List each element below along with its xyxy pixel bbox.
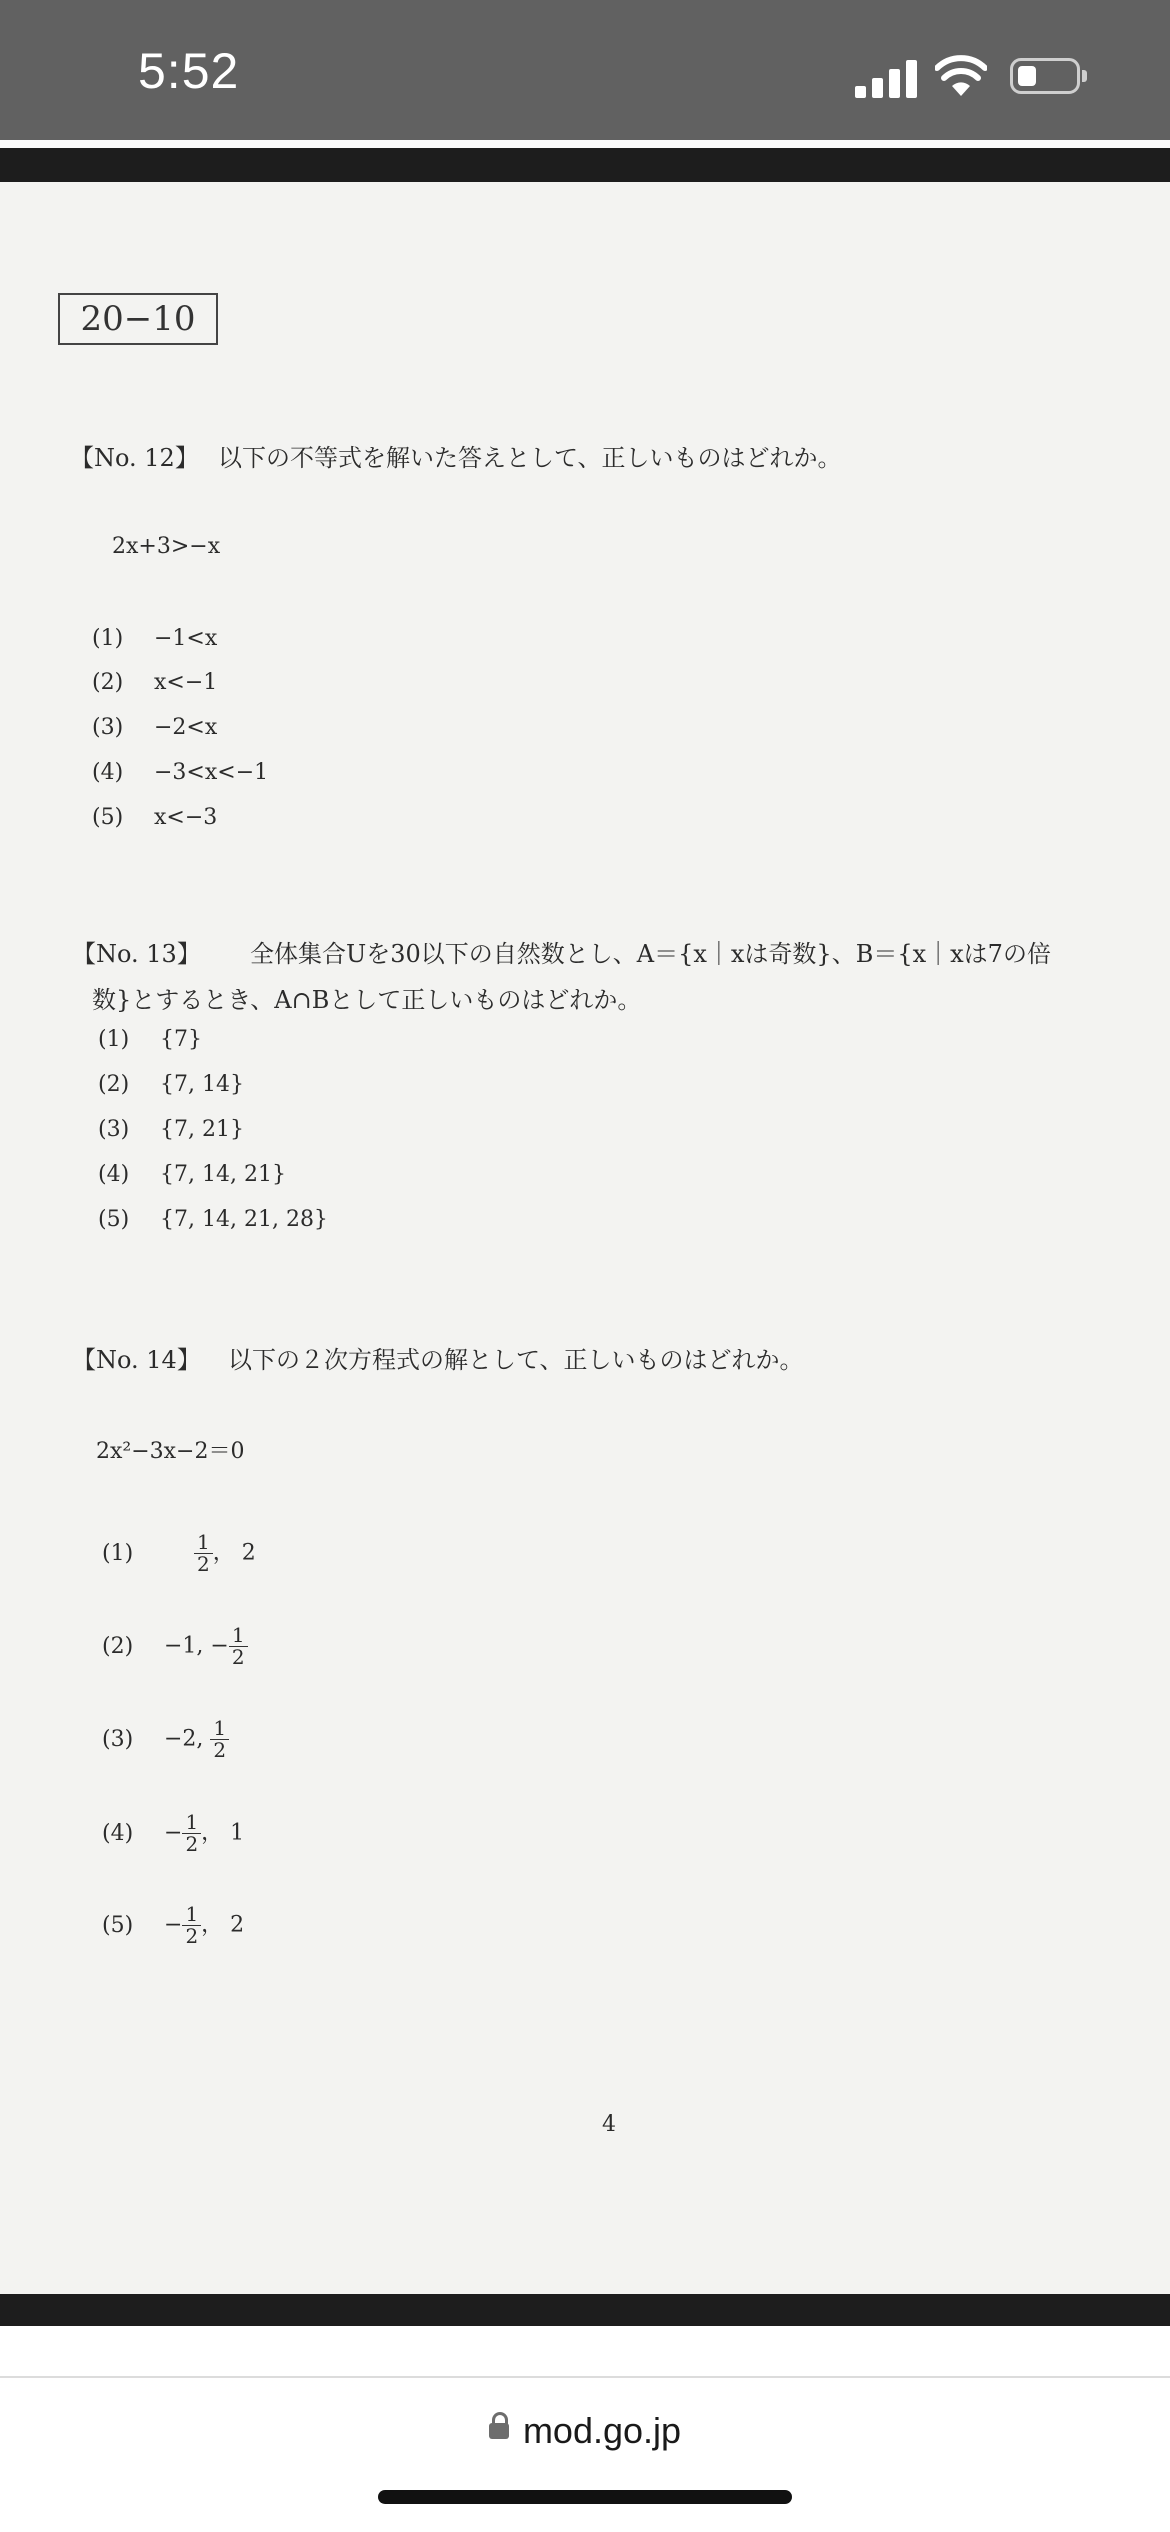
q13-question-line2: 数}とするとき、A∩Bとして正しいものはどれか。 — [92, 986, 642, 1014]
exam-code-box: 20−10 — [58, 293, 218, 345]
battery-icon — [1010, 58, 1080, 94]
q14-option-5: (5) − $\frac{1}{2}$ ， 2 — [102, 1902, 245, 1948]
q14-question: 以下の２次方程式の解として、正しいものはどれか。 — [228, 1346, 804, 1374]
q13-option-1: (1) {7} — [98, 1027, 202, 1052]
page-number: 4 — [602, 2112, 616, 2137]
q12-option-4: (4) −3<x<−1 — [92, 760, 269, 785]
q13-option-2: (2) {7, 14} — [98, 1072, 244, 1097]
q13-option-3: (3) {7, 21} — [98, 1117, 244, 1142]
divider — [0, 140, 1170, 148]
q12-option-1: (1) −1<x — [92, 626, 218, 651]
q12-option-2: (2) x<−1 — [92, 670, 218, 695]
q14-option-2: (2) −1, − $\frac{1}{2}$ — [102, 1625, 248, 1668]
address-bar[interactable] — [0, 2410, 1170, 2452]
battery-cap — [1082, 70, 1087, 82]
q12-equation: 2x+3>−x — [112, 534, 221, 559]
fraction: $\frac{1}{2}$ — [182, 1812, 201, 1855]
fraction: $\frac{1}{2}$ — [229, 1625, 248, 1668]
cellular-signal-icon — [855, 58, 917, 98]
q13-number: 【No. 13】 — [72, 940, 201, 968]
url-text[interactable]: mod.go.jp — [522, 2410, 682, 2451]
viewer-top-border — [0, 148, 1170, 182]
q14-option-1: (1) $\frac{1}{2}$ ， 2 — [102, 1530, 256, 1576]
lock-icon — [489, 2423, 509, 2439]
q12-number: 【No. 12】 — [70, 444, 199, 472]
wifi-icon — [935, 54, 987, 98]
status-time: 5:52 — [138, 43, 240, 99]
q13-option-5: (5) {7, 14, 21, 28} — [98, 1207, 328, 1232]
viewer-bottom-border — [0, 2294, 1170, 2326]
q13-question-line1: 全体集合Uを30以下の自然数とし、A＝{x｜xは奇数}、B＝{x｜xは7の倍 — [250, 940, 1051, 968]
q12-question: 以下の不等式を解いた答えとして、正しいものはどれか。 — [218, 444, 842, 472]
q14-option-4: (4) − $\frac{1}{2}$ ， 1 — [102, 1810, 245, 1856]
q14-number: 【No. 14】 — [72, 1346, 201, 1374]
fraction: $\frac{1}{2}$ — [194, 1532, 213, 1575]
fraction: $\frac{1}{2}$ — [210, 1718, 229, 1761]
q13-option-4: (4) {7, 14, 21} — [98, 1162, 286, 1187]
browser-separator — [0, 2376, 1170, 2378]
exam-page — [0, 182, 1170, 2294]
q14-equation: 2x²−3x−2＝0 — [96, 1439, 245, 1464]
home-indicator[interactable] — [378, 2490, 792, 2504]
status-bar — [0, 0, 1170, 140]
fraction: $\frac{1}{2}$ — [182, 1904, 201, 1947]
q14-option-3: (3) −2, $\frac{1}{2}$ — [102, 1718, 229, 1761]
q12-option-5: (5) x<−3 — [92, 805, 218, 830]
q12-option-3: (3) −2<x — [92, 715, 218, 740]
